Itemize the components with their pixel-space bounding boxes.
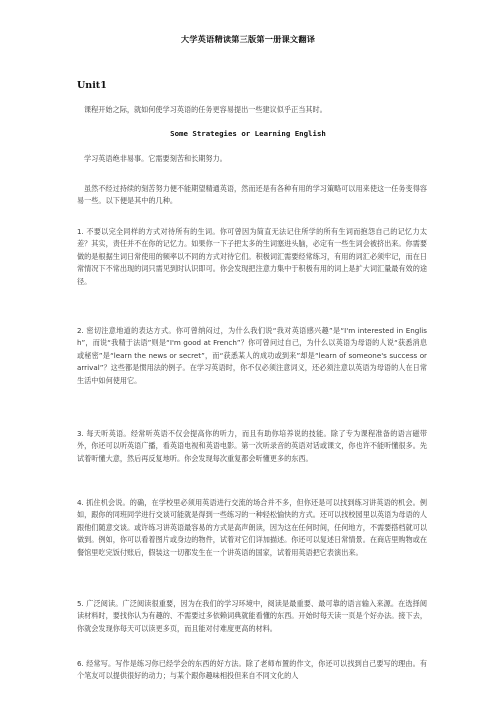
paragraph-1: 虽然不经过持续的刻苦努力便不能期望精通英语，然而还是有各种有用的学习策略可以用来使这一任务变得容易一些。以下便是其中的几种。 [77, 184, 427, 206]
document-title: 大学英语精读第三版第一册课文翻译 [180, 34, 316, 44]
article-subtitle: Some Strategies or Learning English [170, 129, 326, 138]
intro-paragraph: 课程开始之际，就如何使学习英语的任务更容易提出一些建议似乎正当其时。 [84, 105, 327, 114]
paragraph-0: 学习英语绝非易事。它需要刻苦和长期努力。 [84, 154, 227, 163]
paragraph-6: 5. 广泛阅读。广泛阅读很重要，因为在我们的学习环境中，阅读是最重要、最可靠的语言输入来源。在选择阅读材料时，要找你认为有趣的、不需要过多依赖词典就能看懂的东西。开始时每天读一页是个好办法。接下去，你就会发现你每天可以读更多页，而且能对付难度更高的材料。 [77, 599, 427, 633]
paragraph-4: 3. 每天听英语。经常听英语不仅会提高你的听力，而且有助你培养说的技能。除了专为课程准备的语言磁带外，你还可以听英语广播，看英语电视和英语电影。第一次听录音的英语对话或课文，你也许不能听懂很多。先试着听懂大意，然后再反复地听。你会发现每次重复都会听懂更多的东西。 [77, 429, 427, 463]
paragraph-7: 6. 经常写。写作是练习你已经学会的东西的好方法。除了老师布置的作文，你还可以找到自己要写的理由。有个笔友可以提供很好的动力；与某个跟你趣味相投但来自不同文化的人 [77, 659, 427, 681]
unit-heading: Unit1 [77, 80, 107, 91]
paragraph-2: 1. 不要以完全同样的方式对待所有的生词。你可曾因为简直无法记住所学的所有生词而抱怨自己的记忆力太差？其实，责任并不在你的记忆力。如果你一下子把太多的生词塞进头脑，必定有一些生词会被挤出来。你需要做的是根据生词日常使用的频率以不同的方式对待它们。积极词汇需要经常练习，有用的词汇必须牢记，而在日常情况下不常出现的词只需见到时认识即可。你会发现把注意力集中于积极有用的词上是扩大词汇量最有效的途径。 [77, 227, 427, 286]
paragraph-5: 4. 抓住机会说。的确，在学校里必须用英语进行交流的场合并不多，但你还是可以找到练习讲英语的机会。例如，跟你的同班同学进行交谈可能就是得到一些练习的一种轻松愉快的方式。还可以找校园里以英语为母语的人跟他们随意交谈。或许练习讲英语最容易的方式是高声朗读，因为这在任何时间，任何地方，不需要搭档就可以做到。例如，你可以看着图片或身边的物件，试着对它们详加描述。你还可以复述日常情景。在商店里购物或在餐馆里吃完饭付账后，假装这一切都发生在一个讲英语的国家，试着用英语把它表演出来。 [77, 498, 427, 557]
paragraph-3: 2. 密切注意地道的表达方式。你可曾纳闷过，为什么我们说“我对英语感兴趣”是“I'm interested in English”，而说“我精于法语”则是“I'm good at French”？你可曾问过自己，为什么以英语为母语的人说“获悉消息或秘密”是“learn the news or secret”，而“获悉某人的成功或到来”却是“learn of someone's success or arrival”？这些都是惯用法的例子。在学习英语时，你不仅必须注意词义，还必须注意以英语为母语的人在日常生活中如何使用它。 [77, 326, 427, 385]
